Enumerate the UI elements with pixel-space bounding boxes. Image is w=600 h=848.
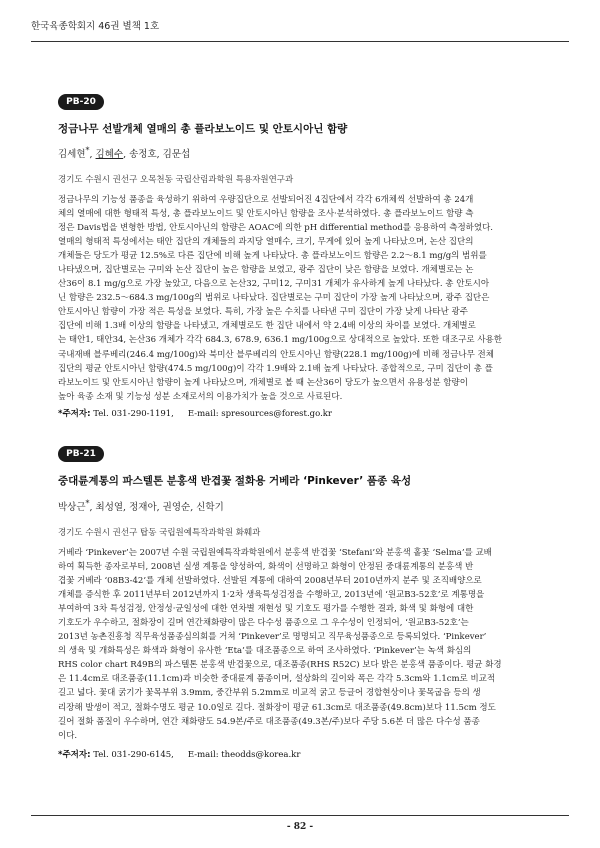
abstract-line: 집단의 평균 안토시아닌 함량(474.5 mg/100g)이 각각 1.9배와 2.1배 높게 나타났다. 종합적으로, 구미 집단이 총 플 [58,363,493,374]
affiliation: 경기도 수원시 권선구 오목천동 국립산림과학원 특용자원연구과 [58,175,294,185]
corresponding-mark: * [85,499,90,508]
abstract-line: 거베라 ‘Pinkever’는 2007년 수원 국립원예특작과학원에서 분홍색 반겹꽃 ‘Stefani’와 분홍색 홑꽃 ‘Selma’를 교배 [58,548,492,558]
abstract-line: 길고 넓다. 꽃대 굵기가 꽃목부위 3.9mm, 중간부위 5.2mm로 비교적 굵고 등글어 경합현상이나 꽃목굽음 등의 생 [58,688,481,699]
header-divider [31,41,569,42]
corresponding-mark: * [85,146,90,155]
abstract-line: 이다. [58,730,78,741]
abstract-line: 기호도가 우수하고, 절화장이 길며 연간채화량이 많은 다수성 품종으로 그 우수성이 인정되어, ‘원교B3-52호’는 [58,618,469,629]
abstract-line: 체의 열매에 대한 형태적 특성, 총 플라보노이드 및 안토시아닌 함량을 조사·분석하였다. 총 플라보노이드 함량 측 [58,209,474,220]
abstract-id-badge: PB-21 [58,446,104,462]
contact-tel: Tel. 031-290-6145, [93,750,174,760]
contact-email: E-mail: theodds@korea.kr [187,750,301,760]
abstract-line: 라보노이드 및 안토시아닌 함량이 높게 나타났으며, 개체별로 볼 때 논산36이 당도가 높으면서 유용성분 함량이 [58,377,468,388]
contact-label: *주저자: [58,750,91,760]
author-name: 김혜수 [95,149,124,161]
abstract-line: 부여하여 3차 특성검정, 안정성·균일성에 대한 연차별 재현성 및 기호도 평가를 수행한 결과, 화색 및 화형에 대한 [58,604,474,615]
contact-label: *주저자: [58,409,91,419]
contact-email: E-mail: spresources@forest.go.kr [187,409,332,419]
author-name: 김세현 [58,149,86,161]
abstract-line: RHS color chart R49B의 파스텔톤 분홍색 반겹꽃으로, 대조품종(RHS R52C) 보다 밝은 분홍색 품종이다. 평균 화경 [58,660,502,671]
abstract-line: 겹꽃 거베라 ‘08B3-42’를 개체 선발하였다. 선발된 계통에 대하여 2008년부터 2010년까지 분주 및 조직배양으로 [58,576,482,587]
abstract-line: 리장해 발생이 적고, 절화수명도 평균 10.0일로 길다. 절화장이 평균 61.3cm로 대조품종(49.8cm)보다 11.5cm 정도 [58,702,496,713]
journal-header: 한국육종학회지 46권 별책 1호 [31,21,160,32]
abstract-id-badge: PB-20 [58,94,104,110]
abstract-line: 국내재배 블루베리(246.4 mg/100g)와 북미산 블루베리의 안토시아닌 함량(228.1 mg/100g)에 비해 정금나무 전체 [58,349,494,360]
abstract-line: 닌 함량은 232.5～684.3 mg/100g의 범위로 나타났다. 집단별로는 구미 집단이 가장 높게 나타났으며, 광주 집단은 [58,293,490,304]
author-names: , 송정호, 김문섭 [123,149,191,161]
contact-tel: Tel. 031-290-1191, [93,409,174,419]
page-number: - 82 - [286,822,314,832]
abstract-line: 하여 획득한 종자로부터, 2008년 실생 계통을 양성하여, 화색이 선명하고 화형이 안정된 중대륜계통의 분홍색 반 [58,562,474,573]
abstract-title: 정금나무 선발개체 열매의 총 플라보노이드 및 안토시아닌 함량 [58,123,348,135]
author-list [58,499,224,513]
abstract-line: 2013년 농촌진흥청 직무육성품종심의회를 거쳐 ‘Pinkever’로 명명되고 직무육성품종으로 등록되었다. ‘Pinkever’ [58,632,487,643]
abstract-body [58,546,545,743]
abstract-line: 길어 절화 품질이 우수하며, 연간 채화량도 54.9본/주로 대조품종(49.3본/주)보다 주당 5.6본 더 많은 다수성 품종 [58,716,480,727]
abstract-title: 중대륜계통의 파스텔톤 분홍색 반겹꽃 절화용 거베라 ‘Pinkever’ 품종 육성 [58,475,412,487]
abstract-line: 정은 Davis법을 변형한 방법, 안토시아닌의 함량은 AOAC에 의한 pH differential method를 응용하여 측정하였다. [58,223,493,234]
abstract-line: 개체들은 당도가 평균 12.5%로 다른 집단에 비해 높게 나타났다. 총 플라보노이드 함량은 2.2～8.1 mg/g의 범위를 [58,251,487,262]
author-names: , 최성열, 정재아, 권영순, 신학기 [89,502,224,514]
contact-line [58,748,300,760]
abstract-line: 나타냈으며, 집단별로는 구미와 논산 집단이 높은 함량을 보였고, 광주 집단이 낮은 함량을 보였다. 개체별로는 논 [58,265,474,276]
abstract-line: 의 생육 및 개화특성은 화색과 화형이 유사한 ‘Eta’를 대조품종으로 하여 조사하였다. ‘Pinkever’는 녹색 화심의 [58,646,472,657]
author-name: 박상근 [58,502,86,514]
author-list [58,146,190,160]
author-separator: , [89,149,96,161]
abstract-line: 은 11.4cm로 대조품종(11.1cm)과 비슷한 중대륜계 품종이며, 설상화의 길이와 폭은 각각 5.3cm와 1.1cm로 비교적 [58,674,496,685]
abstract-line: 산36이 8.1 mg/g으로 가장 높았고, 다음으로 논산32, 구미12, 구미31 개체가 유사하게 높게 나타났다. 총 안토시아 [58,279,490,290]
abstract-line: 집단에 비해 1.3배 이상의 함량을 나타냈고, 개체별로도 한 집단 내에서 약 2.4배 이상의 차이를 보였다. 개체별로 [58,321,476,332]
contact-line [58,407,332,419]
abstract-line: 안토시아닌 함량이 가장 적은 특성을 보였다. 특히, 가장 높은 수치를 나타낸 구미 집단이 가장 낮게 나타난 광주 [58,307,468,318]
abstract-line: 정금나무의 기능성 품종을 육성하기 위하여 우량집단으로 선발되어진 4집단에서 각각 6개체씩 선발하여 총 24개 [58,195,474,205]
abstract-line: 개체를 증식한 후 2011년부터 2012년까지 1·2차 생육특성검정을 수행하고, 2013년에 ‘원교B3-52호’로 계통명을 [58,590,485,601]
abstract-body [58,193,545,404]
affiliation: 경기도 수원시 권선구 탑동 국립원예특작과학원 화훼과 [58,528,261,538]
abstract-line: 높아 육종 소재 및 기능성 성분 소재로서의 이용가치가 높을 것으로 사료된다. [58,391,343,402]
footer-divider [31,815,569,816]
abstract-line: 열매의 형태적 특성에서는 태안 집단의 개체들의 과지당 열매수, 크기, 무게에 있어 높게 나타났으며, 논산 집단의 [58,237,474,248]
abstract-line: 는 태안1, 태안34, 논산36 개체가 각각 684.3, 678.9, 636.1 mg/100g으로 상대적으로 높았다. 또한 대조구로 사용한 [58,335,502,346]
